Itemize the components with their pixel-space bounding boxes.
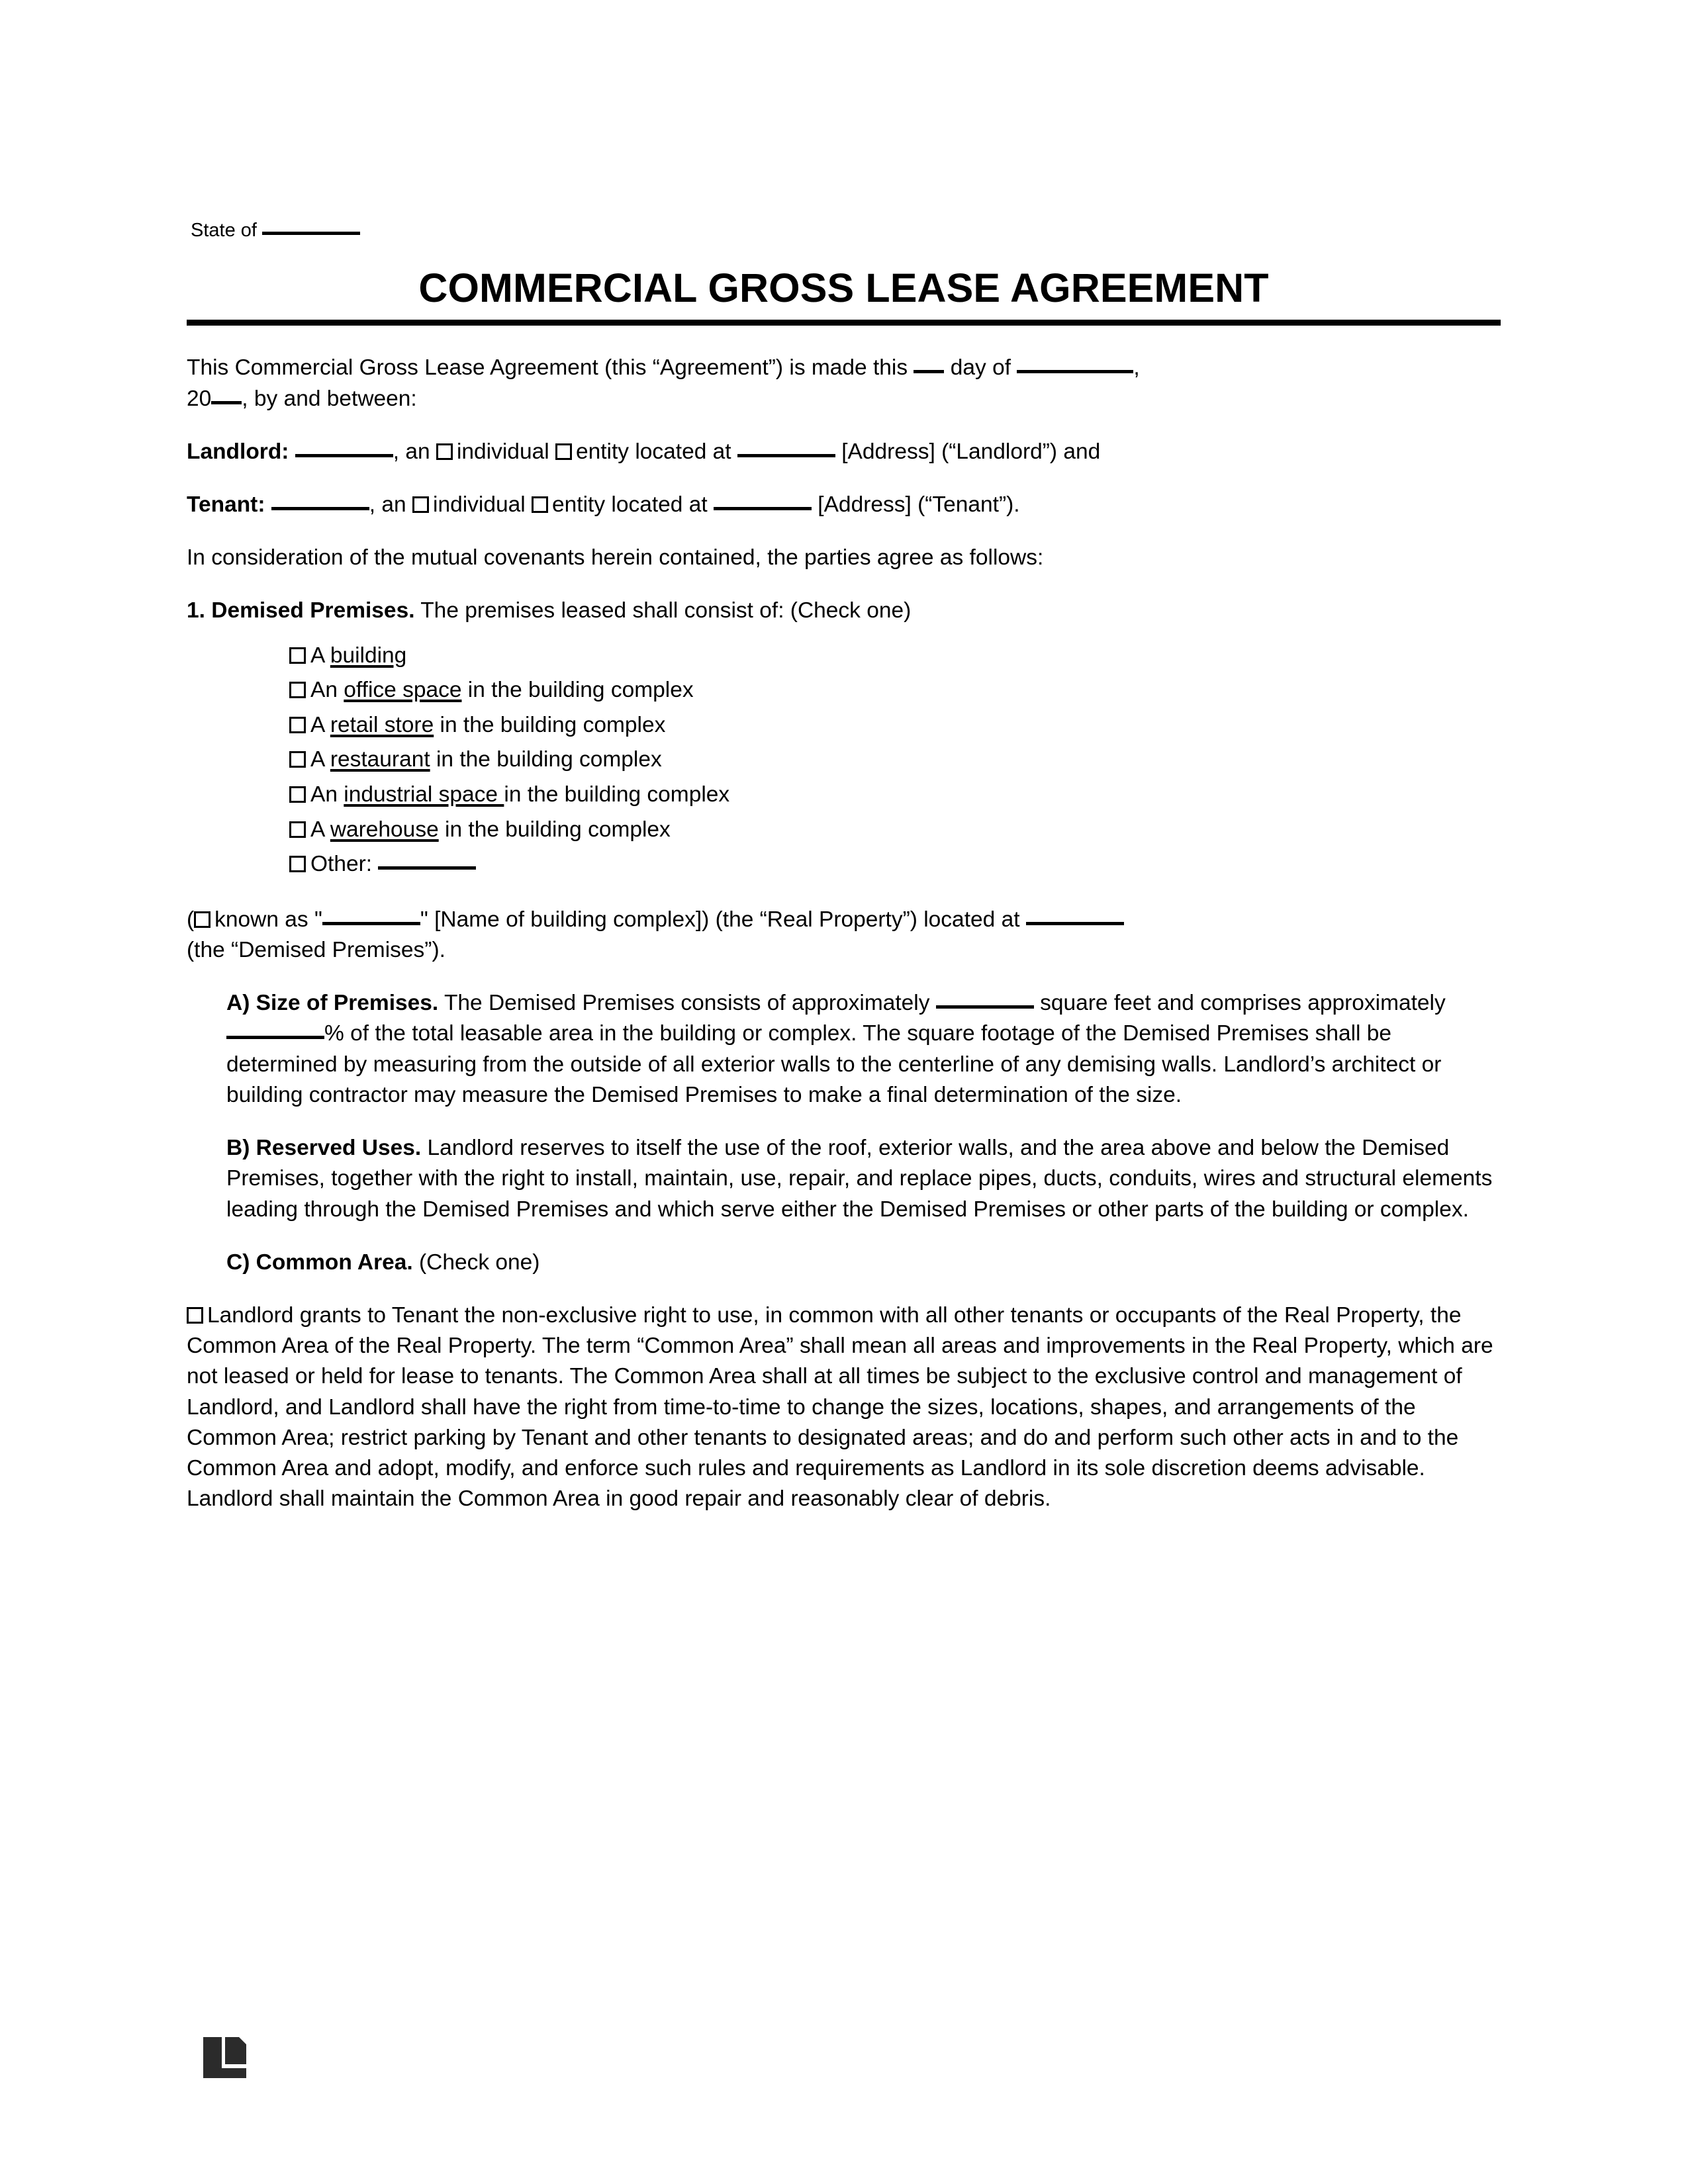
subsection-a-size-of-premises xyxy=(187,988,1501,1111)
option-warehouse[interactable] xyxy=(289,813,1501,848)
landlord-individual-label: individual xyxy=(456,439,549,464)
tenant-address-blank[interactable] xyxy=(714,507,812,510)
option-restaurant-tail: in the building complex xyxy=(436,747,662,772)
state-of-label: State of xyxy=(191,220,257,241)
option-other-blank[interactable] xyxy=(378,866,476,870)
subsection-a-text-3: % of the total leasable area in the building or complex. The square footage of the Demised Premises shall be determined by measuring from the outside of all exterior walls to the centerline of any demising walls. Landlord’s architect or building contractor may measure the Demised Premises to make a final determination of the size. xyxy=(226,1021,1442,1107)
state-blank[interactable] xyxy=(262,232,360,235)
subsection-c-heading: C) Common Area. xyxy=(226,1250,413,1275)
tenant-mid: , an xyxy=(369,492,406,517)
landlord-individual-checkbox[interactable] xyxy=(436,443,453,460)
option-industrial-space-term: industrial space xyxy=(344,782,504,807)
title-divider xyxy=(187,320,1501,326)
section-1-number-title: 1. Demised Premises. xyxy=(187,598,415,623)
option-industrial-space-lead: An xyxy=(310,782,338,807)
option-retail-store-term: retail store xyxy=(330,712,434,737)
option-office-space-tail: in the building complex xyxy=(467,678,694,703)
common-area-body: Landlord grants to Tenant the non-exclusive right to use, in common with all other tenants or occupants of the Real Property, the Common Area of the Real Property. The term “Common Area” shall mean all areas and improvements in the Real Property, which are not leased or held for lease to tenants. The Common Area shall at all times be subject to the exclusive control and management of Landlord, and Landlord shall have the right from time-to-time to change the sizes, locations, shapes, and arrangements of the Common Area; restrict parking by Tenant and other tenants to designated areas; and do and perform such other acts in and to the Common Area and adopt, modify, and enforce such rules and requirements as Landlord in its sole discretion deems advisable. Landlord shall maintain the Common Area in good repair and reasonably clear of debris. xyxy=(187,1303,1493,1512)
intro-text-3: , by and between: xyxy=(242,386,417,411)
building-complex-name-blank[interactable] xyxy=(322,922,420,925)
subsection-b-text xyxy=(226,1133,1501,1225)
legal-templates-logo-icon xyxy=(203,2037,246,2078)
subsection-c-heading-line xyxy=(226,1248,1501,1278)
tenant-individual-checkbox[interactable] xyxy=(412,496,429,513)
subsection-a-heading: A) Size of Premises. xyxy=(226,991,439,1016)
demised-premises-options xyxy=(187,639,1501,882)
landlord-name-blank[interactable] xyxy=(295,454,393,457)
option-building-term: building xyxy=(330,643,407,668)
checkbox-office-space[interactable] xyxy=(289,682,306,698)
option-retail-store-tail: in the building complex xyxy=(440,712,666,737)
page-title: COMMERCIAL GROSS LEASE AGREEMENT xyxy=(418,265,1269,311)
real-property-address-blank[interactable] xyxy=(1026,922,1124,925)
intro-year: 20 xyxy=(187,386,212,411)
intro-text-1: This Commercial Gross Lease Agreement (this “Agreement”) is made this xyxy=(187,355,908,381)
subsection-b-body: Landlord reserves to itself the use of the roof, exterior walls, and the area above and below the Demised Premises, together with the right to install, maintain, use, repair, and replace pipes, ducts, conduits, wires and structural elements leading through the Demised Premises and which serve either the Demised Premises or other parts of the building or complex. xyxy=(226,1136,1493,1222)
tenant-name-blank[interactable] xyxy=(271,507,369,510)
landlord-tail: [Address] (“Landlord”) and xyxy=(841,439,1101,464)
landlord-mid: , an xyxy=(393,439,430,464)
percent-blank[interactable] xyxy=(226,1036,324,1039)
checkbox-common-area[interactable] xyxy=(187,1307,203,1324)
section-1-heading xyxy=(187,596,1501,626)
consideration-paragraph: In consideration of the mutual covenants herein contained, the parties agree as follows: xyxy=(187,545,1044,570)
subsection-b-heading: B) Reserved Uses. xyxy=(226,1136,422,1161)
tenant-line xyxy=(187,490,1501,520)
tenant-entity-checkbox[interactable] xyxy=(532,496,548,513)
subsection-c-check-one: (Check one) xyxy=(419,1250,540,1275)
checkbox-industrial-space[interactable] xyxy=(289,786,306,803)
month-blank[interactable] xyxy=(1017,370,1133,373)
option-building-lead: A xyxy=(310,643,324,668)
option-restaurant-term: restaurant xyxy=(330,747,430,772)
demised-premises-definition: (the “Demised Premises”). xyxy=(187,938,445,963)
option-other-label: Other: xyxy=(310,852,373,877)
intro-comma: , xyxy=(1133,355,1140,381)
year-blank[interactable] xyxy=(211,401,242,404)
option-retail-store[interactable] xyxy=(289,708,1501,743)
checkbox-retail-store[interactable] xyxy=(289,717,306,733)
option-office-space-lead: An xyxy=(310,678,338,703)
landlord-entity-checkbox[interactable] xyxy=(555,443,572,460)
option-building[interactable] xyxy=(289,639,1501,674)
tenant-individual-label: individual xyxy=(433,492,526,517)
day-blank[interactable] xyxy=(914,370,944,373)
document-content xyxy=(187,218,1501,1515)
intro-text-2: day of xyxy=(950,355,1011,381)
tenant-entity-label: entity located at xyxy=(552,492,708,517)
subsection-a-text-1: The Demised Premises consists of approximately xyxy=(444,991,930,1016)
subsection-c-common-area xyxy=(187,1248,1501,1278)
tenant-tail: [Address] (“Tenant”). xyxy=(818,492,1020,517)
landlord-line xyxy=(187,437,1501,467)
option-office-space[interactable] xyxy=(289,673,1501,708)
tenant-label: Tenant: xyxy=(187,492,265,517)
landlord-entity-label: entity located at xyxy=(575,439,731,464)
option-warehouse-lead: A xyxy=(310,817,324,842)
checkbox-building[interactable] xyxy=(289,647,306,664)
option-restaurant[interactable] xyxy=(289,743,1501,778)
option-other[interactable] xyxy=(289,847,1501,882)
checkbox-warehouse[interactable] xyxy=(289,821,306,838)
subsection-a-text-2: square feet and comprises approximately xyxy=(1040,991,1446,1016)
subsection-a-text xyxy=(226,988,1501,1111)
option-warehouse-term: warehouse xyxy=(330,817,439,842)
known-as-open-paren: ( xyxy=(187,907,195,932)
option-industrial-space-tail: in the building complex xyxy=(504,782,730,807)
section-1-heading-rest: The premises leased shall consist of: (Check one) xyxy=(420,598,912,623)
landlord-address-blank[interactable] xyxy=(737,454,835,457)
checkbox-other[interactable] xyxy=(289,856,306,872)
option-industrial-space[interactable] xyxy=(289,778,1501,813)
square-feet-blank[interactable] xyxy=(936,1005,1034,1009)
option-office-space-term: office space xyxy=(344,678,462,703)
known-as-text-1: known as " xyxy=(214,907,322,932)
checkbox-known-as[interactable] xyxy=(194,911,211,928)
known-as-text-2: " [Name of building complex]) (the “Real Property”) located at xyxy=(420,907,1020,932)
intro-paragraph xyxy=(187,353,1501,414)
known-as-paragraph xyxy=(187,905,1501,966)
subsection-b-reserved-uses xyxy=(187,1133,1501,1225)
option-restaurant-lead: A xyxy=(310,747,324,772)
option-warehouse-tail: in the building complex xyxy=(445,817,671,842)
state-of-line xyxy=(191,218,1501,242)
landlord-label: Landlord: xyxy=(187,439,289,464)
option-retail-store-lead: A xyxy=(310,712,324,737)
common-area-paragraph xyxy=(187,1300,1501,1515)
checkbox-restaurant[interactable] xyxy=(289,751,306,768)
